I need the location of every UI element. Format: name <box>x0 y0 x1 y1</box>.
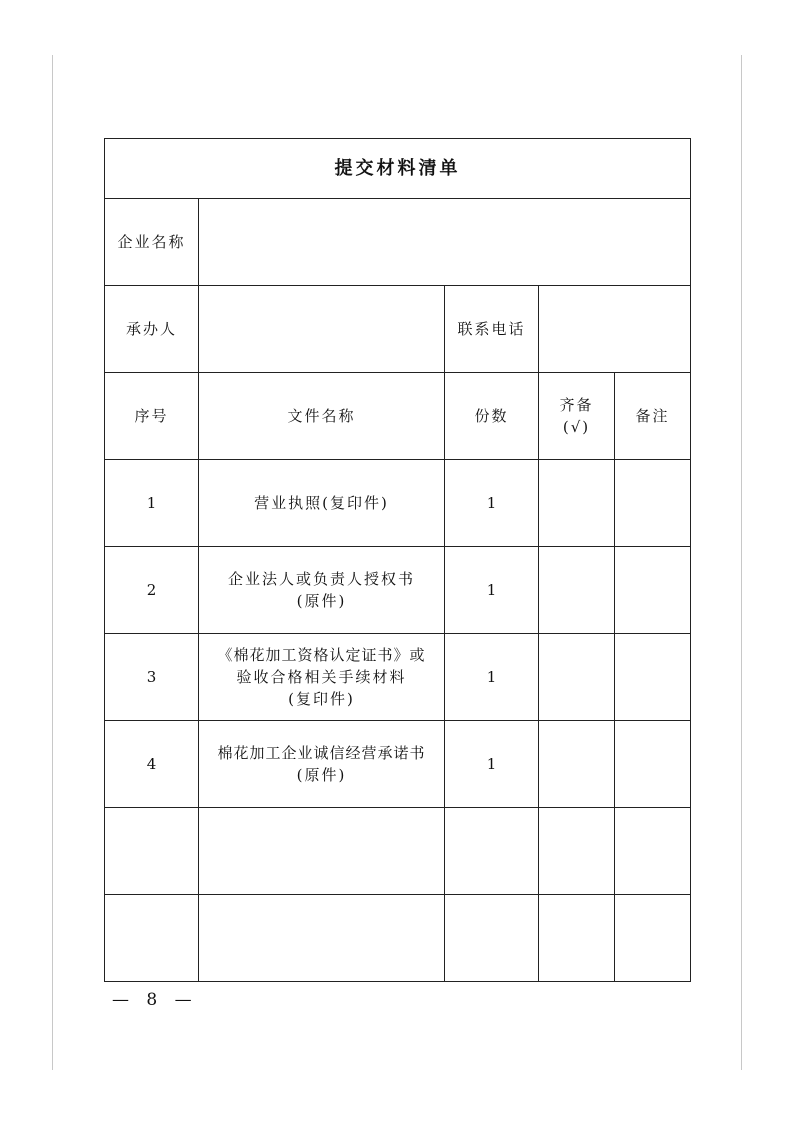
remarks-header: 备注 <box>615 373 691 460</box>
row-complete-check[interactable] <box>539 634 615 721</box>
empty-cell[interactable] <box>539 808 615 895</box>
company-name-field[interactable] <box>199 199 691 286</box>
doc-name-line: (原件) <box>296 766 347 784</box>
seq-header: 序号 <box>105 373 199 460</box>
left-margin-line <box>52 55 53 1070</box>
empty-cell[interactable] <box>615 895 691 982</box>
right-margin-line <box>741 55 742 1070</box>
row-complete-check[interactable] <box>539 460 615 547</box>
table-row <box>105 634 691 721</box>
table-row <box>105 460 691 547</box>
row-remarks[interactable] <box>615 547 691 634</box>
row-complete-check[interactable] <box>539 721 615 808</box>
empty-cell[interactable] <box>199 895 445 982</box>
row-doc-name <box>199 721 445 808</box>
empty-table-row <box>105 808 691 895</box>
row-remarks[interactable] <box>615 721 691 808</box>
row-copies: 1 <box>445 721 539 808</box>
doc-name-line: 《棉花加工资格认定证书》或 <box>217 646 426 664</box>
complete-header-line1: 齐备 <box>559 396 594 414</box>
doc-name-line: 营业执照(复印件) <box>254 494 389 512</box>
company-row <box>105 199 691 286</box>
complete-header-line2: (√) <box>562 418 591 436</box>
row-complete-check[interactable] <box>539 547 615 634</box>
materials-checklist-table <box>104 138 691 982</box>
empty-cell[interactable] <box>539 895 615 982</box>
table-row <box>105 547 691 634</box>
empty-table-row <box>105 895 691 982</box>
copies-header: 份数 <box>445 373 539 460</box>
company-name-label: 企业名称 <box>105 199 199 286</box>
row-seq: 3 <box>105 634 199 721</box>
row-seq: 1 <box>105 460 199 547</box>
doc-name-line: (复印件) <box>288 690 355 708</box>
phone-field[interactable] <box>539 286 691 373</box>
row-copies: 1 <box>445 634 539 721</box>
row-remarks[interactable] <box>615 634 691 721</box>
complete-header <box>539 373 615 460</box>
row-seq: 4 <box>105 721 199 808</box>
row-copies: 1 <box>445 547 539 634</box>
empty-cell[interactable] <box>199 808 445 895</box>
contact-row <box>105 286 691 373</box>
doc-name-line: 验收合格相关手续材料 <box>236 668 407 686</box>
handler-field[interactable] <box>199 286 445 373</box>
form-title: 提交材料清单 <box>105 139 691 199</box>
row-doc-name <box>199 547 445 634</box>
doc-name-line: 棉花加工企业诚信经营承诺书 <box>217 744 426 762</box>
empty-cell[interactable] <box>445 895 539 982</box>
table-row <box>105 721 691 808</box>
title-row <box>105 139 691 199</box>
row-seq: 2 <box>105 547 199 634</box>
row-remarks[interactable] <box>615 460 691 547</box>
row-doc-name <box>199 634 445 721</box>
empty-cell[interactable] <box>105 895 199 982</box>
empty-cell[interactable] <box>615 808 691 895</box>
doc-name-header: 文件名称 <box>199 373 445 460</box>
doc-name-line: 企业法人或负责人授权书 <box>227 570 415 588</box>
header-row <box>105 373 691 460</box>
empty-cell[interactable] <box>105 808 199 895</box>
phone-label: 联系电话 <box>445 286 539 373</box>
page-number: — 8 — <box>112 990 198 1010</box>
handler-label: 承办人 <box>105 286 199 373</box>
empty-cell[interactable] <box>445 808 539 895</box>
doc-name-line: (原件) <box>296 592 347 610</box>
row-copies: 1 <box>445 460 539 547</box>
row-doc-name <box>199 460 445 547</box>
